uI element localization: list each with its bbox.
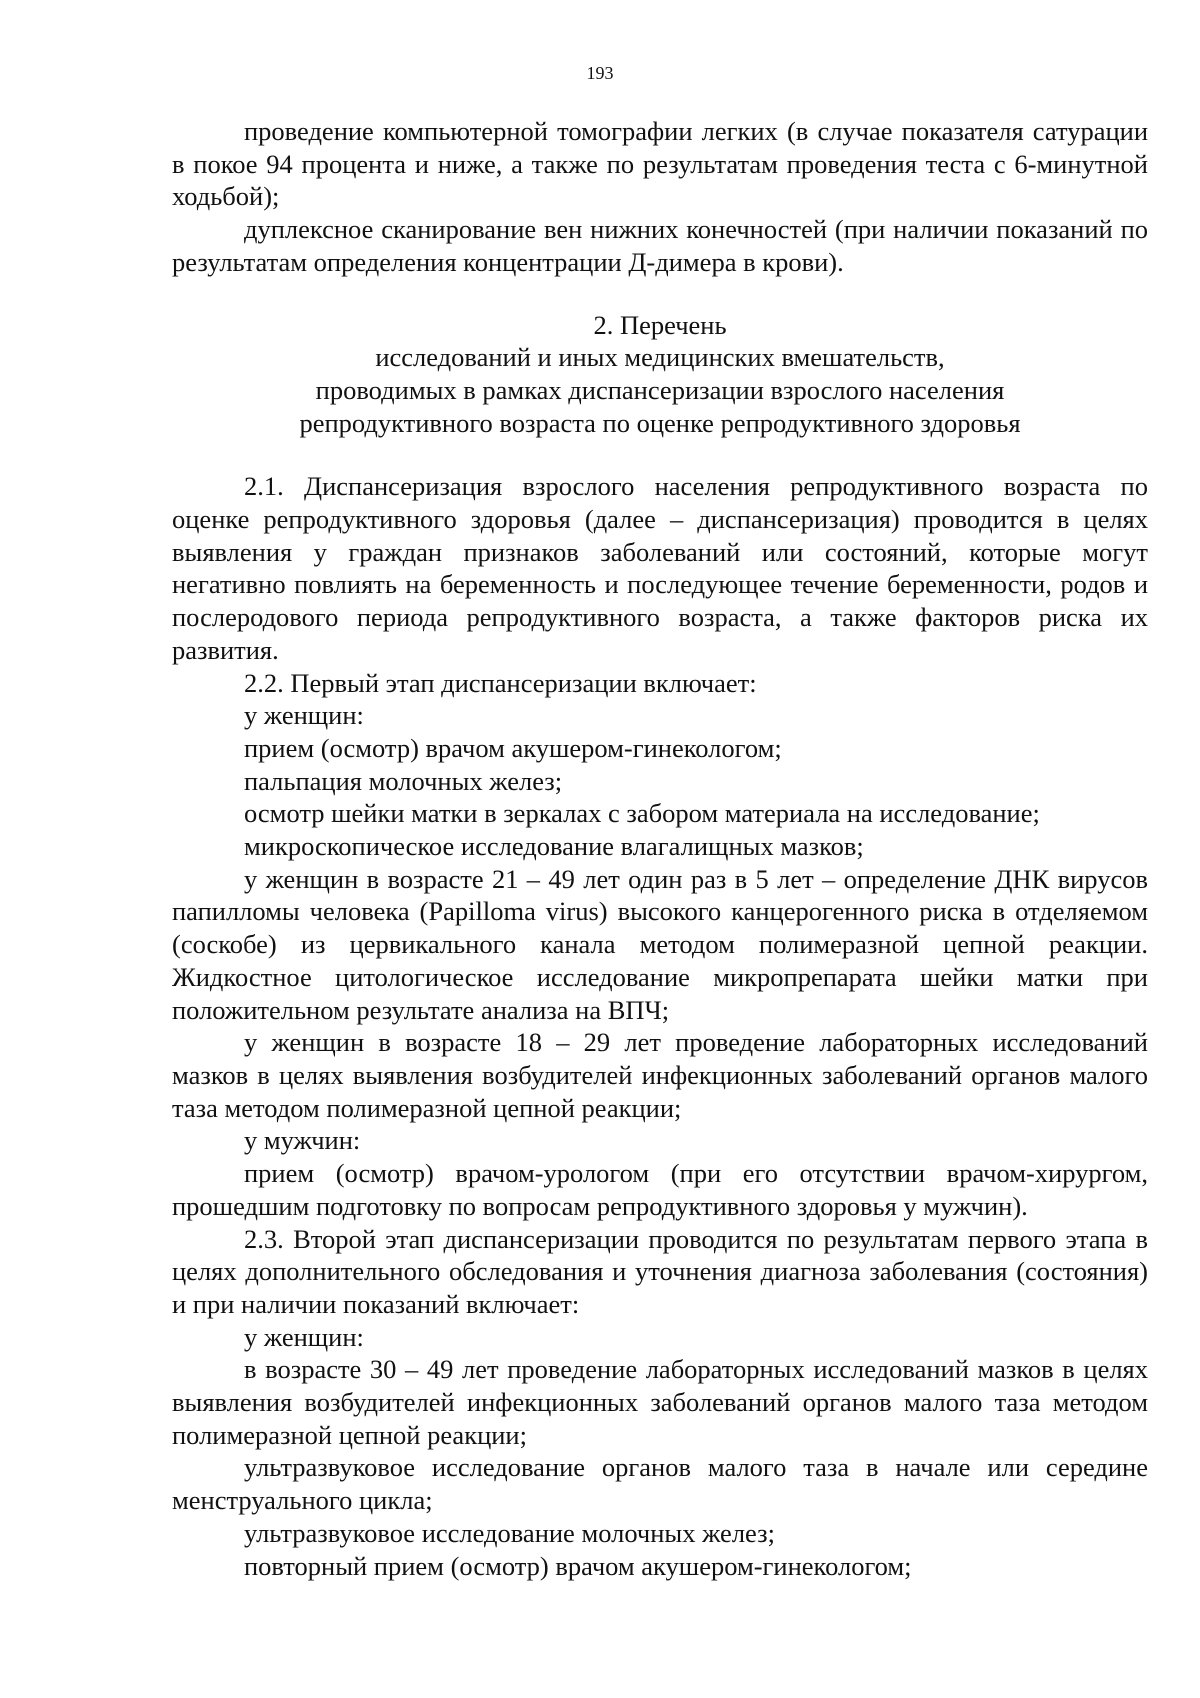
paragraph-ct-scan: проведение компьютерной томографии легких (в случае показателя сатурации в покое 94 процента и ниже, а также по результатам проведения теста с 6-минутной ходьбой); (172, 116, 1148, 212)
spacer (172, 439, 1148, 470)
list-item: повторный прием (осмотр) врачом акушером-гинекологом; (244, 1550, 912, 1581)
list-item: в возрасте 30 – 49 лет проведение лабораторных исследований мазков в целях выявления возбудителей инфекционных заболеваний органов малого таза методом полимеразной цепной реакции; (172, 1354, 1148, 1450)
section-heading (172, 309, 1148, 440)
list-item: прием (осмотр) врачом-урологом (при его отсутствии врачом-хирургом, прошедшим подготовку по вопросам репродуктивного здоровья у мужчин). (172, 1158, 1148, 1221)
list-item: у женщин в возрасте 18 – 29 лет проведение лабораторных исследований мазков в целях выявления возбудителей инфекционных заболеваний органов малого таза методом полимеразной цепной реакции; (172, 1027, 1148, 1123)
paragraph-duplex-scan: дуплексное сканирование вен нижних конечностей (при наличии показаний по результатам определения концентрации Д-димера в крови). (172, 214, 1148, 277)
list-item: прием (осмотр) врачом акушером-гинекологом; (244, 732, 782, 763)
heading-line-1: 2. Перечень (593, 309, 727, 340)
list-item: ультразвуковое исследование органов малого таза в начале или середине менструального цикла; (172, 1452, 1148, 1516)
page-number: 193 (586, 63, 614, 83)
paragraph-2-3: 2.3. Второй этап диспансеризации проводится по результатам первого этапа в целях дополнительного обследования и уточнения диагноза заболевания (состояния) и при наличии показаний включает: (172, 1223, 1148, 1319)
list-item: у женщин в возрасте 21 – 49 лет один раз в 5 лет – определение ДНК вирусов папилломы человека (Papilloma virus) высокого канцерогенного риска в отделяемом (соскобе) из цервикального канала методом полимеразной цепной реакции. Жидкостное цитологическое исследование микропрепарата шейки матки при положительном результате анализа на ВПЧ; (172, 863, 1148, 1025)
list-item-women-heading: у женщин: (244, 700, 364, 731)
document-body (172, 115, 1148, 1582)
list-item: осмотр шейки матки в зеркалах с забором материала на исследование; (244, 798, 1040, 829)
list-item-women-heading: у женщин: (244, 1321, 364, 1352)
heading-line-4: репродуктивного возраста по оценке репродуктивного здоровья (299, 407, 1021, 438)
heading-line-2: исследований и иных медицинских вмешательств, (375, 342, 945, 373)
list-item: пальпация молочных желез; (244, 765, 563, 796)
paragraph-2-1: 2.1. Диспансеризация взрослого населения репродуктивного возраста по оценке репродуктивного здоровья (далее – диспансеризация) проводится в целях выявления у граждан признаков заболеваний или состояний, которые могут негативно повлиять на беременность и последующее течение беременности, родов и послеродового периода репродуктивного возраста, а также факторов риска их развития. (172, 471, 1148, 665)
heading-line-3: проводимых в рамках диспансеризации взрослого населения (315, 374, 1005, 405)
list-item-men-heading: у мужчин: (244, 1125, 361, 1156)
list-item: микроскопическое исследование влагалищных мазков; (244, 831, 864, 862)
paragraph-2-2: 2.2. Первый этап диспансеризации включает: (244, 667, 757, 698)
spacer (172, 279, 1148, 309)
list-item: ультразвуковое исследование молочных желез; (244, 1517, 775, 1548)
